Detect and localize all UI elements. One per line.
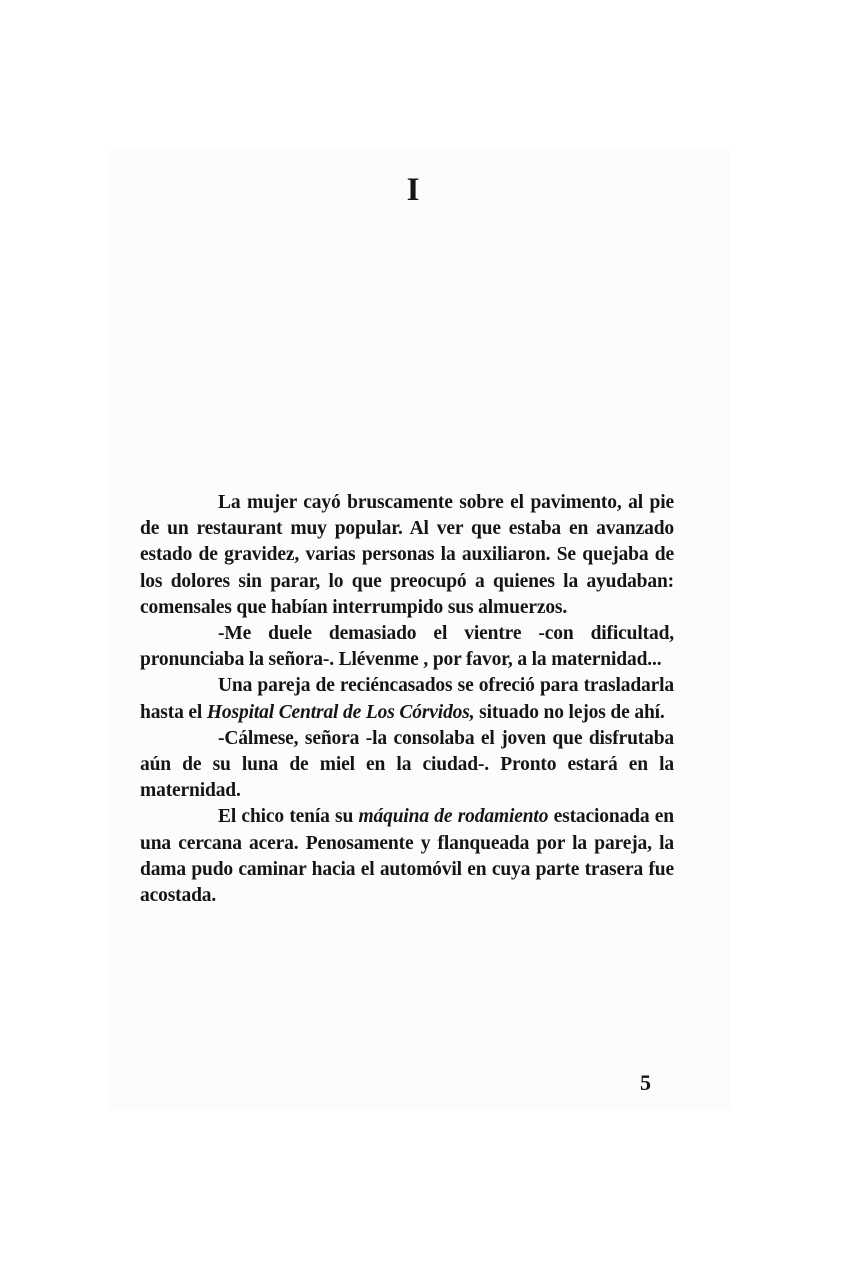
italic-text-run: Hospital Central de Los Córvidos,: [206, 701, 475, 723]
text-run: Una pareja de reciéncasados se ofreció para trasladarla hasta el: [140, 675, 674, 723]
text-run: El chico tenía su: [218, 806, 359, 828]
paragraph: [140, 490, 674, 621]
paragraph: [140, 621, 674, 673]
text-run: situado no lejos de ahí.: [474, 701, 665, 723]
text-run: La mujer cayó bruscamente sobre el pavimento, al pie de un restaurant muy popular. Al ver que estaba en avanzado estado de gravidez, varias personas la auxiliaron. Se quejaba de los dolores sin parar, lo que preocupó a quienes la ayudaban: comensales que habían interrumpido sus almuerzos.: [140, 492, 674, 618]
chapter-number: I: [406, 172, 420, 208]
text-run: -Me duele demasiado el vientre -con dificultad, pronunciaba la señora-. Llévenme , por favor, a la maternidad...: [140, 623, 674, 671]
text-run: -Cálmese, señora -la consolaba el joven que disfrutaba aún de su luna de miel en la ciudad-. Pronto estará en la maternidad.: [140, 727, 674, 802]
italic-text-run: máquina de rodamiento: [358, 806, 549, 828]
paragraph: [140, 726, 674, 805]
paragraph: [140, 673, 674, 725]
chapter-body-text: [140, 490, 674, 909]
paragraph: [140, 804, 674, 909]
page-number: 5: [640, 1070, 651, 1095]
text-run: estacionada en una cercana acera. Penosamente y flanqueada por la pareja, la dama pudo caminar hacia el automóvil en cuya parte trasera fue acostada.: [140, 806, 674, 907]
